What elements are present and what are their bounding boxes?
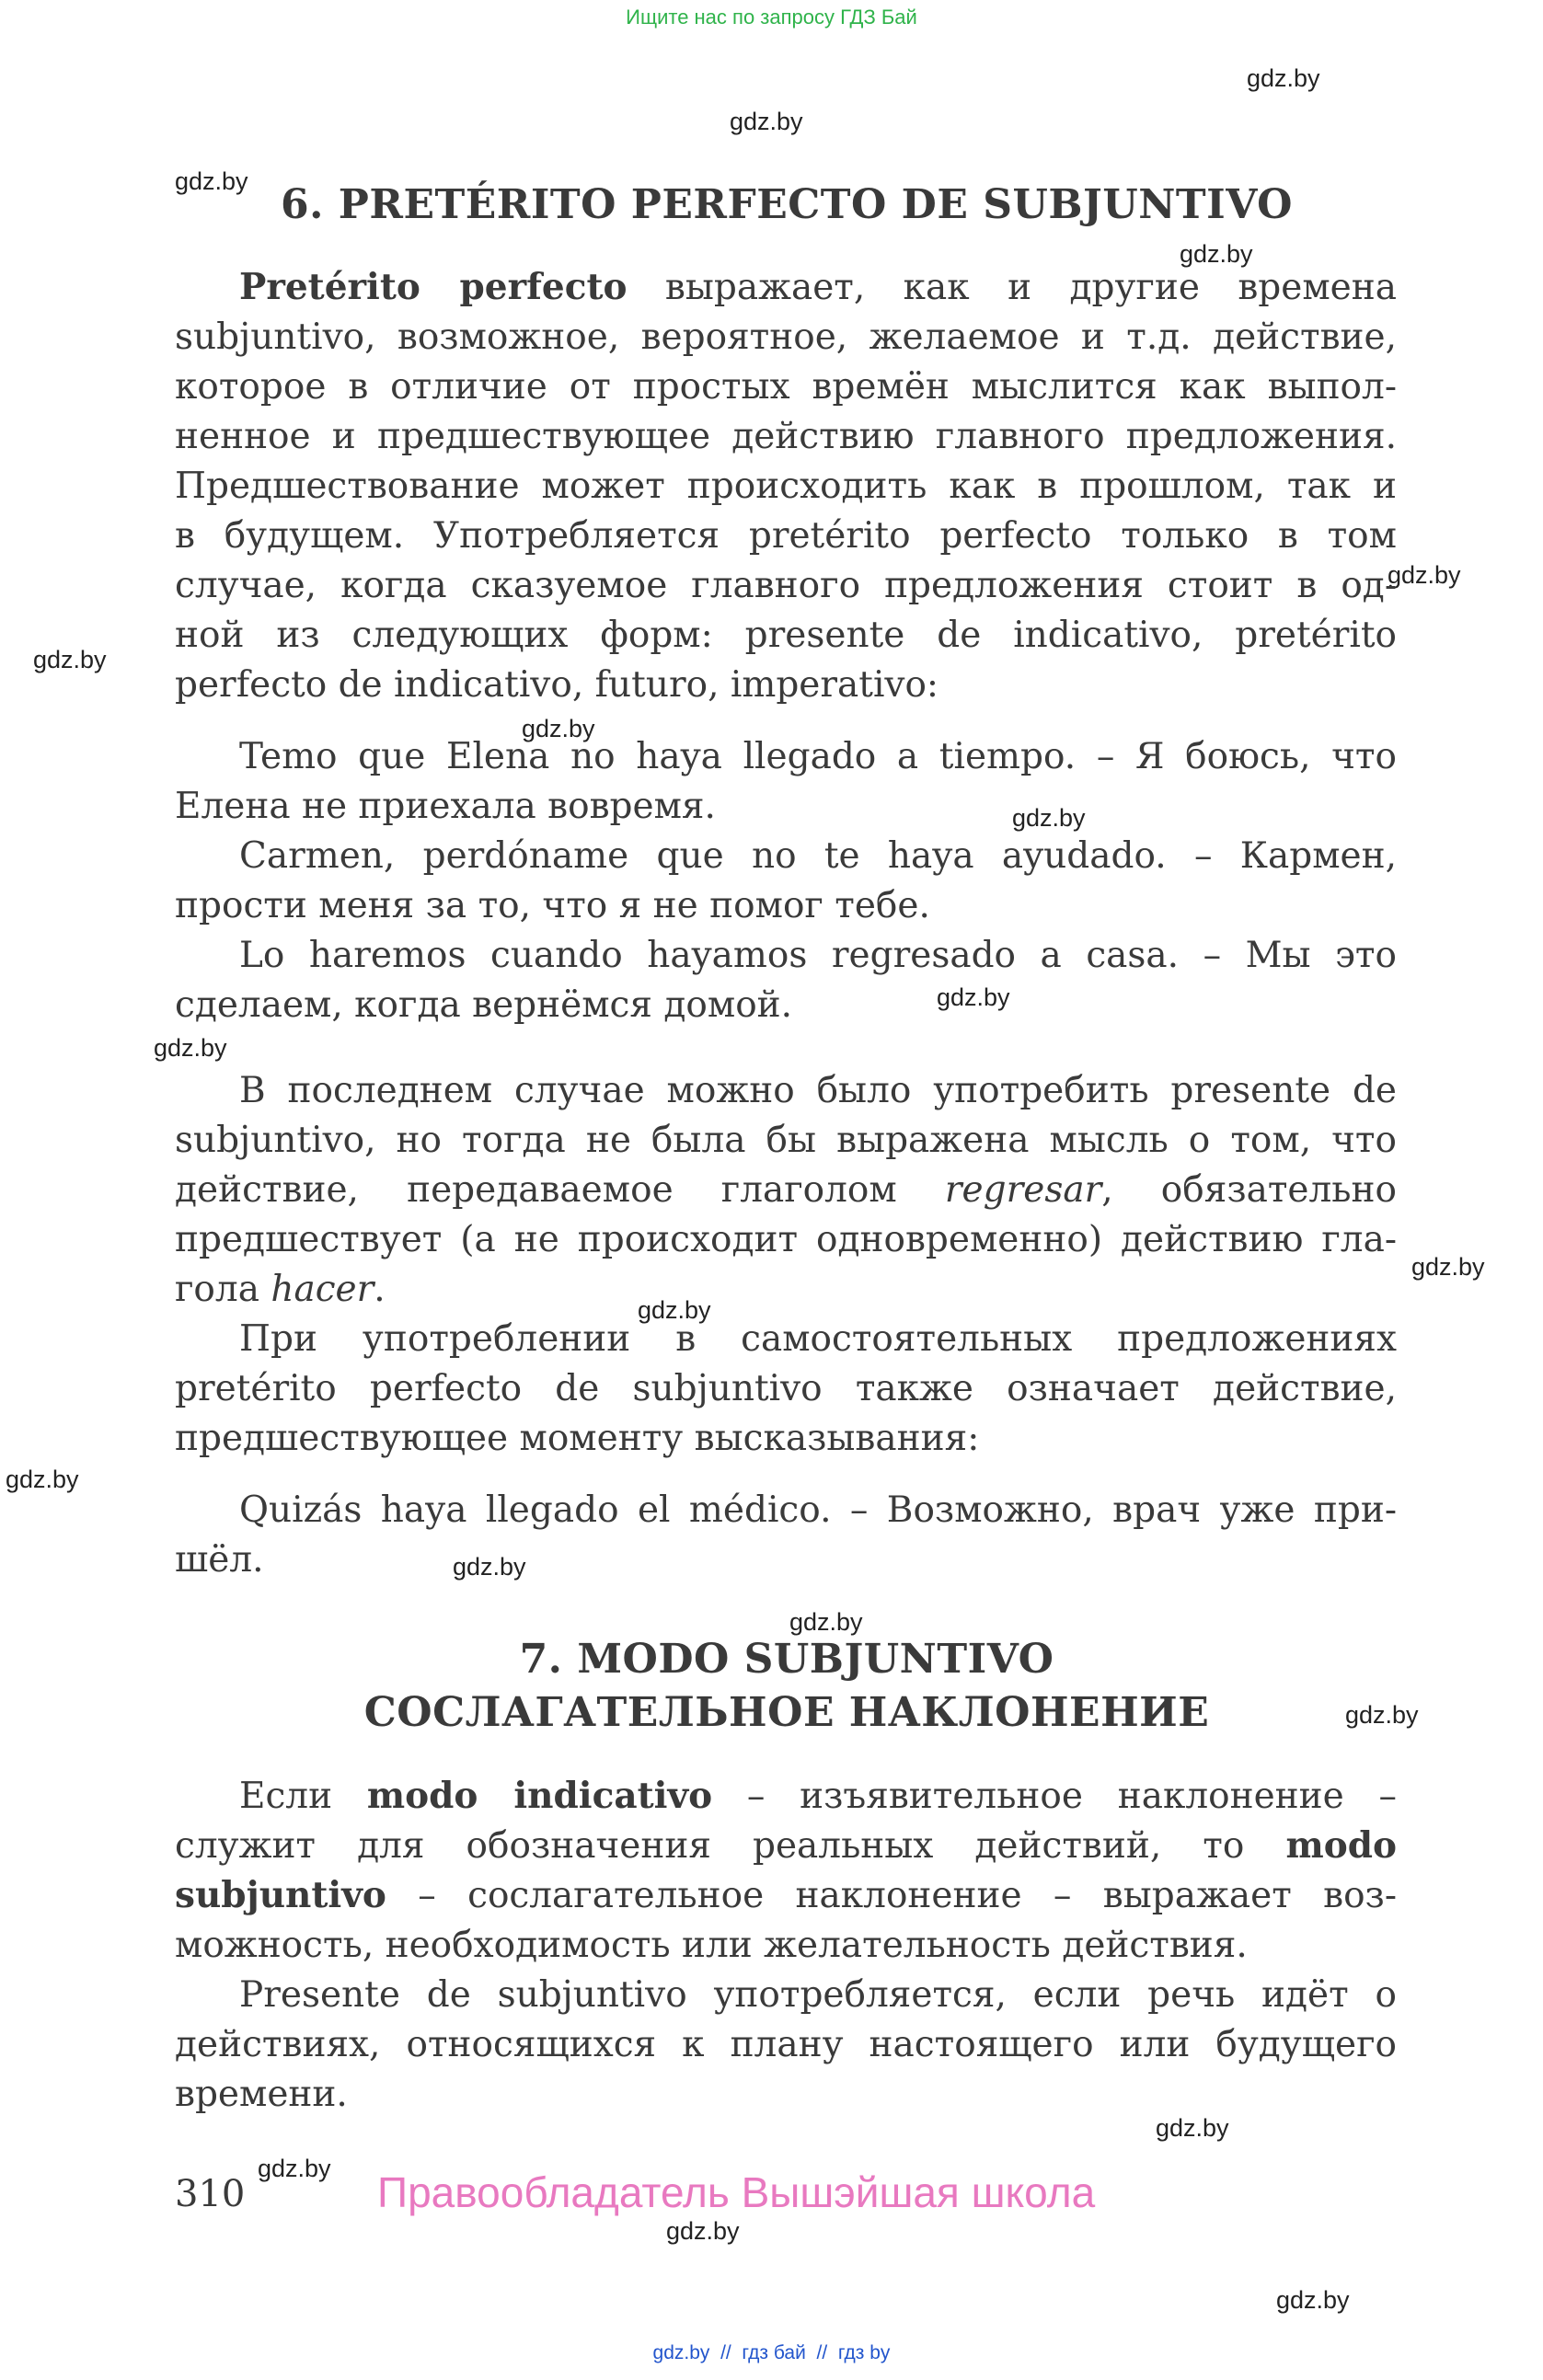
watermark: gdz.by [33, 646, 107, 673]
para-line: которое в отличие от простых времён мыслится как выпол- [175, 366, 1397, 408]
para-line: Предшествование может происходить как в прошлом, так и [175, 466, 1397, 507]
para-line: При употреблении в самостоятельных предложениях [239, 1318, 1397, 1360]
para-line: Pretérito perfecto выражает, как и другие времена [239, 266, 1397, 308]
para-line: в будущем. Употребляется pretérito perfecto только в том [175, 515, 1397, 557]
copyright-notice: Правообладатель Вышэйшая школа [377, 2168, 1096, 2216]
para-line: ной из следующих форм: presente de indicativo, pretérito [175, 615, 1397, 656]
para-line: предшествующее моменту высказывания: [175, 1418, 980, 1459]
para-line: действиях, относящихся к плану настоящего или будущего [175, 2024, 1397, 2065]
watermark: gdz.by [937, 983, 1010, 1011]
para-line: pretérito perfecto de subjuntivo также означает действие, [175, 1368, 1397, 1409]
para-line: ненное и предшествующее действию главного предложения. [175, 416, 1397, 457]
watermark: gdz.by [789, 1608, 863, 1636]
para-line: Если modo indicativo – изъявительное наклонение – [239, 1775, 1398, 1817]
watermark: gdz.by [1411, 1253, 1485, 1281]
para-line: гола hacer. [175, 1269, 386, 1310]
watermark: gdz.by [258, 2155, 331, 2182]
watermark: gdz.by [175, 167, 248, 195]
example-line: шёл. [175, 1539, 264, 1581]
watermark: gdz.by [1180, 240, 1253, 268]
para-line: Presente de subjuntivo употребляется, если речь идёт о [239, 1974, 1397, 2016]
example-line: Carmen, perdóname que no te haya ayudado. – Кармен, [239, 835, 1397, 877]
para-line: можность, необходимость или желательность действия. [175, 1925, 1248, 1966]
top-banner: Ищите нас по запросу ГДЗ Бай [626, 6, 917, 29]
para-line: случае, когда сказуемое главного предложения стоит в од- [175, 565, 1397, 606]
para-line: subjuntivo, возможное, вероятное, желаемое и т.д. действие, [175, 316, 1397, 358]
para-line: perfecto de indicativo, futuro, imperativo: [175, 664, 939, 706]
watermark: gdz.by [666, 2217, 740, 2245]
section-7-subtitle: СОСЛАГАТЕЛЬНОЕ НАКЛОНЕНИЕ [363, 1689, 1210, 1736]
watermark: gdz.by [6, 1466, 79, 1493]
watermark: gdz.by [1388, 561, 1461, 589]
bottom-banner: gdz.by // гдз бай // гдз by [652, 2342, 891, 2363]
example-line: сделаем, когда вернёмся домой. [175, 984, 793, 1026]
watermark: gdz.by [730, 108, 803, 135]
example-line: Quizás haya llegado el médico. – Возможно, врач уже при- [239, 1489, 1397, 1531]
para-line: subjuntivo – сослагательное наклонение – выражает воз- [175, 1874, 1397, 1916]
watermark: gdz.by [1012, 804, 1086, 832]
watermark: gdz.by [154, 1034, 227, 1062]
watermark: gdz.by [638, 1296, 711, 1324]
watermark: gdz.by [1156, 2114, 1229, 2142]
watermark: gdz.by [522, 715, 595, 742]
para-line: действие, передаваемое глаголом regresar, обязательно [175, 1169, 1397, 1211]
example-line: Lo haremos cuando hayamos regresado a casa. – Мы это [239, 935, 1397, 976]
section-7-title: 7. MODO SUBJUNTIVO [519, 1636, 1054, 1683]
watermark: gdz.by [1247, 64, 1320, 92]
example-line: Temo que Elena no haya llegado a tiempo. – Я боюсь, что [239, 736, 1397, 777]
example-line: Елена не приехала вовремя. [175, 786, 716, 827]
para-line: служит для обозначения реальных действий, то modo [175, 1824, 1397, 1867]
para-line: В последнем случае можно было употребить presente de [239, 1070, 1397, 1111]
para-line: времени. [175, 2074, 348, 2115]
watermark: gdz.by [1276, 2286, 1350, 2314]
section-6-title: 6. PRETÉRITO PERFECTO DE SUBJUNTIVO [281, 181, 1293, 228]
para-line: предшествует (а не происходит одновременно) действию гла- [175, 1219, 1397, 1260]
watermark: gdz.by [1345, 1701, 1419, 1729]
example-line: прости меня за то, что я не помог тебе. [175, 885, 930, 926]
page-number: 310 [175, 2173, 246, 2215]
para-line: subjuntivo, но тогда не была бы выражена мысль о том, что [175, 1120, 1397, 1161]
watermark: gdz.by [453, 1553, 526, 1581]
